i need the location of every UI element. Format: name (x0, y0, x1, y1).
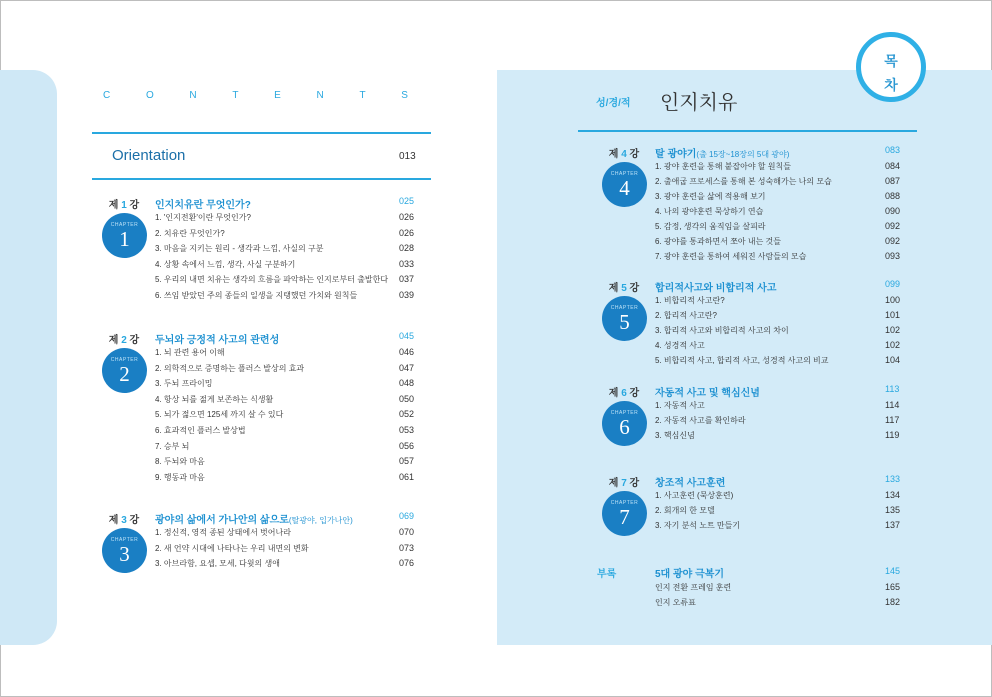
toc-item[interactable]: 2. 자동적 사고를 확인하라 (655, 416, 746, 425)
chapter-badge-number: 1 (119, 227, 130, 251)
toc-item-page: 026 (399, 212, 415, 222)
toc-item[interactable]: 5. 비합리적 사고, 합리적 사고, 성경적 사고의 비교 (655, 356, 829, 365)
chapter-badge-number: 3 (119, 542, 130, 566)
chapter-label-prefix: 제 (108, 515, 122, 526)
chapter-badge (602, 296, 647, 341)
chapter-label (94, 331, 154, 346)
chapter-title[interactable] (155, 196, 251, 211)
chapter-label-prefix: 제 (608, 478, 622, 489)
toc-item[interactable]: 2. 출애굽 프로세스를 통해 본 성숙해가는 나의 모습 (655, 177, 832, 186)
contents-letter: O (145, 90, 154, 101)
chapter-badge-label: CHAPTER (610, 410, 639, 416)
toc-item-page: 088 (885, 191, 901, 201)
chapter-title[interactable] (655, 384, 760, 399)
orientation-page: 013 (399, 151, 416, 162)
chapter-label-suffix: 강 (126, 335, 140, 346)
chapter-badge-label: CHAPTER (110, 222, 139, 228)
appendix-page: 145 (885, 566, 901, 576)
chapter-badge-label: CHAPTER (610, 500, 639, 506)
chapter-title-text: 자동적 사고 및 핵심신념 (655, 388, 760, 399)
toc-item-page: 046 (399, 347, 415, 357)
contents-letter: E (274, 90, 281, 101)
chapter-label-suffix: 강 (126, 515, 140, 526)
toc-item-page: 056 (399, 440, 415, 451)
chapter-badge-number: 7 (619, 505, 630, 529)
contents-heading (103, 90, 408, 101)
contents-letter: N (316, 90, 324, 101)
toc-item-page: 052 (399, 409, 415, 420)
toc-item-page: 073 (399, 542, 415, 553)
chapter-label-suffix: 강 (626, 388, 640, 399)
chapter-title-text: 탈 광야기 (655, 149, 697, 160)
mokcha-badge (856, 32, 926, 102)
toc-item[interactable]: 4. 상황 속에서 느낌, 생각, 사실 구분하기 (155, 259, 296, 269)
toc-item-page: 037 (399, 274, 415, 284)
contents-letter: C (103, 90, 111, 101)
chapter-label (594, 145, 654, 160)
appendix-item-page: 165 (885, 582, 901, 592)
chapter-badge-label: CHAPTER (610, 171, 639, 177)
toc-item-page: 114 (885, 400, 900, 410)
appendix-title[interactable]: 5대 광야 극복기 (655, 569, 725, 580)
toc-item[interactable]: 2. 합리적 사고란? (655, 311, 717, 320)
chapter-title[interactable] (655, 474, 725, 489)
toc-item-page: 061 (399, 471, 415, 482)
toc-item[interactable]: 8. 두뇌와 마음 (155, 457, 205, 467)
toc-item-page: 092 (885, 236, 901, 246)
chapter-label-suffix: 강 (626, 149, 640, 160)
divider-top (92, 132, 431, 134)
chapter-page: 045 (399, 331, 415, 341)
toc-item[interactable]: 4. 나의 광야훈련 묵상하기 연습 (655, 207, 764, 216)
toc-item[interactable]: 4. 항상 뇌를 젊게 보존하는 식생활 (155, 394, 274, 404)
chapter-label-number: 6 (621, 388, 627, 399)
toc-item[interactable]: 3. 합리적 사고와 비합리적 사고의 차이 (655, 326, 789, 335)
appendix-item[interactable]: 인지 전환 프레임 훈련 (655, 583, 732, 592)
toc-item[interactable]: 3. 광야 훈련을 삶에 적용해 보기 (655, 192, 766, 201)
toc-item[interactable]: 3. 자기 분석 노트 만들기 (655, 521, 741, 530)
chapter-title-text: 창조적 사고훈련 (655, 478, 726, 489)
chapter-badge-label: CHAPTER (110, 537, 139, 543)
chapter-page: 099 (885, 279, 901, 289)
toc-item[interactable]: 2. 의학적으로 증명하는 플러스 발상의 효과 (155, 363, 305, 373)
toc-item[interactable]: 7. 광야 훈련을 통하여 세워진 사람들의 모습 (655, 252, 807, 261)
toc-item[interactable]: 3. 아브라함, 요셉, 모세, 다윗의 생애 (155, 559, 280, 568)
toc-item-page: 087 (885, 176, 901, 186)
chapter-label (594, 474, 654, 489)
chapter-title-sub: (탈광야, 입가나안) (288, 516, 353, 525)
toc-item[interactable]: 1. 비합리적 사고란? (655, 296, 725, 305)
chapter-page: 083 (885, 145, 901, 155)
divider-orientation (92, 178, 431, 180)
orientation-title[interactable]: Orientation (112, 147, 186, 164)
chapter-label-prefix: 제 (608, 388, 622, 399)
toc-item[interactable]: 3. 마음을 지키는 원리 - 생각과 느낌, 사실의 구분 (155, 244, 324, 253)
book-subtitle: 성/경/적 (596, 98, 631, 109)
contents-letter: T (232, 90, 239, 101)
toc-item-page: 076 (399, 558, 415, 568)
toc-item[interactable]: 6. 광야를 통과하면서 쪼아 내는 것들 (655, 237, 781, 246)
toc-item[interactable]: 3. 두뇌 프라이밍 (155, 379, 213, 389)
chapter-label-number: 7 (621, 478, 627, 489)
chapter-label-suffix: 강 (126, 200, 140, 211)
toc-item[interactable]: 2. 새 언약 시대에 나타나는 우리 내면의 변화 (155, 543, 309, 553)
toc-item[interactable]: 1. '인지전환'이란 무엇인가? (155, 213, 251, 222)
chapter-label-prefix: 제 (608, 149, 622, 160)
toc-item[interactable]: 3. 핵심신념 (655, 431, 695, 440)
mokcha-char: 목 (884, 53, 898, 69)
toc-item[interactable]: 1. 광야 훈련을 통해 붙잡아야 할 원칙들 (655, 162, 791, 171)
chapter-title[interactable] (655, 145, 789, 160)
chapter-page: 069 (399, 511, 415, 521)
toc-item[interactable]: 5. 우리의 내면 치유는 생각의 흐름을 파악하는 인지로부터 출발한다 (155, 275, 389, 284)
toc-item-page: 039 (399, 289, 415, 300)
toc-item[interactable]: 1. 자동적 사고 (655, 401, 705, 410)
chapter-badge (602, 162, 647, 207)
contents-letter: N (189, 90, 197, 101)
toc-item[interactable]: 5. 뇌가 젊으면 125세 까지 살 수 있다 (155, 410, 284, 420)
toc-item-page: 137 (885, 520, 901, 530)
chapter-label (94, 196, 154, 211)
toc-item[interactable]: 9. 행동과 마음 (155, 472, 205, 482)
chapter-title-text: 두뇌와 긍정적 사고의 관련성 (155, 335, 280, 346)
toc-item-page: 057 (399, 456, 415, 467)
chapter-badge (102, 348, 147, 393)
toc-item-page: 053 (399, 425, 415, 435)
chapter-label-number: 3 (121, 515, 127, 526)
toc-item-page: 084 (885, 161, 901, 171)
toc-item-page: 102 (885, 325, 901, 335)
toc-item-page: 093 (885, 251, 901, 261)
toc-item[interactable]: 1. 뇌 관련 용어 이해 (155, 348, 225, 357)
mokcha-char: 차 (884, 77, 898, 93)
chapter-badge-number: 6 (619, 415, 630, 439)
chapter-badge (602, 401, 647, 446)
toc-item[interactable]: 2. 회개의 한 모델 (655, 506, 715, 515)
toc-item[interactable]: 4. 성경적 사고 (655, 341, 705, 350)
chapter-label-number: 5 (621, 283, 627, 294)
appendix-item-page: 182 (885, 597, 901, 607)
chapter-page: 113 (885, 384, 900, 394)
chapter-label-prefix: 제 (108, 335, 122, 346)
chapter-label-prefix: 제 (108, 200, 122, 211)
chapter-label-number: 1 (121, 200, 127, 211)
chapter-label (94, 511, 154, 526)
toc-item[interactable]: 6. 쓰임 받았던 주의 종들의 일생을 지탱했던 가치와 원칙들 (155, 290, 358, 300)
chapter-label-number: 2 (121, 335, 127, 346)
toc-item-page: 090 (885, 206, 901, 216)
chapter-label-prefix: 제 (608, 283, 622, 294)
toc-item[interactable]: 1. 사고훈련 (묵상훈련) (655, 491, 734, 500)
chapter-label (594, 384, 654, 399)
toc-item-page: 026 (399, 227, 415, 238)
chapter-title-text: 광야의 삶에서 가나안의 삶으로 (155, 515, 289, 526)
toc-item[interactable]: 7. 승부 뇌 (155, 441, 190, 451)
toc-item-page: 104 (885, 355, 901, 365)
chapter-title[interactable] (655, 279, 776, 294)
chapter-title-sub: (출 15장~18장의 5대 광야) (696, 150, 790, 159)
book-title: 인지치유 (660, 92, 738, 114)
divider-right-top (578, 130, 917, 132)
chapter-label (594, 279, 654, 294)
chapter-badge-number: 5 (619, 310, 630, 334)
chapter-badge (102, 528, 147, 573)
toc-item-page: 119 (885, 430, 900, 440)
chapter-badge (102, 213, 147, 258)
chapter-title[interactable] (155, 511, 353, 526)
chapter-badge-label: CHAPTER (110, 357, 139, 363)
left-side-tab (0, 70, 57, 645)
toc-item-page: 047 (399, 362, 415, 373)
toc-item-page: 117 (885, 415, 900, 425)
toc-item-page: 033 (399, 258, 415, 269)
toc-item-page: 134 (885, 490, 901, 500)
chapter-label-suffix: 강 (626, 478, 640, 489)
toc-item-page: 070 (399, 527, 415, 537)
chapter-badge-number: 4 (619, 176, 630, 200)
toc-item-page: 100 (885, 295, 901, 305)
chapter-label-suffix: 강 (626, 283, 640, 294)
toc-item-page: 050 (399, 393, 415, 404)
chapter-page: 025 (399, 196, 415, 206)
toc-item-page: 101 (885, 310, 901, 320)
chapter-badge (602, 491, 647, 536)
toc-item-page: 028 (399, 243, 415, 253)
toc-item[interactable]: 1. 정신적, 영적 종된 상태에서 벗어나라 (155, 528, 291, 537)
chapter-label-number: 4 (621, 149, 627, 160)
chapter-title-text: 인지치유란 무엇인가? (155, 200, 251, 211)
chapter-title[interactable] (155, 331, 279, 346)
chapter-badge-number: 2 (119, 362, 130, 386)
toc-item[interactable]: 2. 치유란 무엇인가? (155, 228, 225, 238)
toc-item-page: 135 (885, 505, 901, 515)
chapter-page: 133 (885, 474, 901, 484)
chapter-title-text: 합리적사고와 비합리적 사고 (655, 283, 777, 294)
toc-item[interactable]: 5. 감정, 생각의 움직임을 살피라 (655, 222, 766, 231)
contents-letter: T (359, 90, 366, 101)
toc-item-page: 102 (885, 340, 901, 350)
toc-item[interactable]: 6. 효과적인 플러스 발상법 (155, 426, 246, 435)
contents-letter: S (401, 90, 408, 101)
appendix-item[interactable]: 인지 오류표 (655, 598, 696, 607)
chapter-badge-label: CHAPTER (610, 305, 639, 311)
toc-item-page: 092 (885, 221, 901, 231)
toc-item-page: 048 (399, 378, 415, 389)
appendix-label: 부록 (597, 569, 617, 580)
